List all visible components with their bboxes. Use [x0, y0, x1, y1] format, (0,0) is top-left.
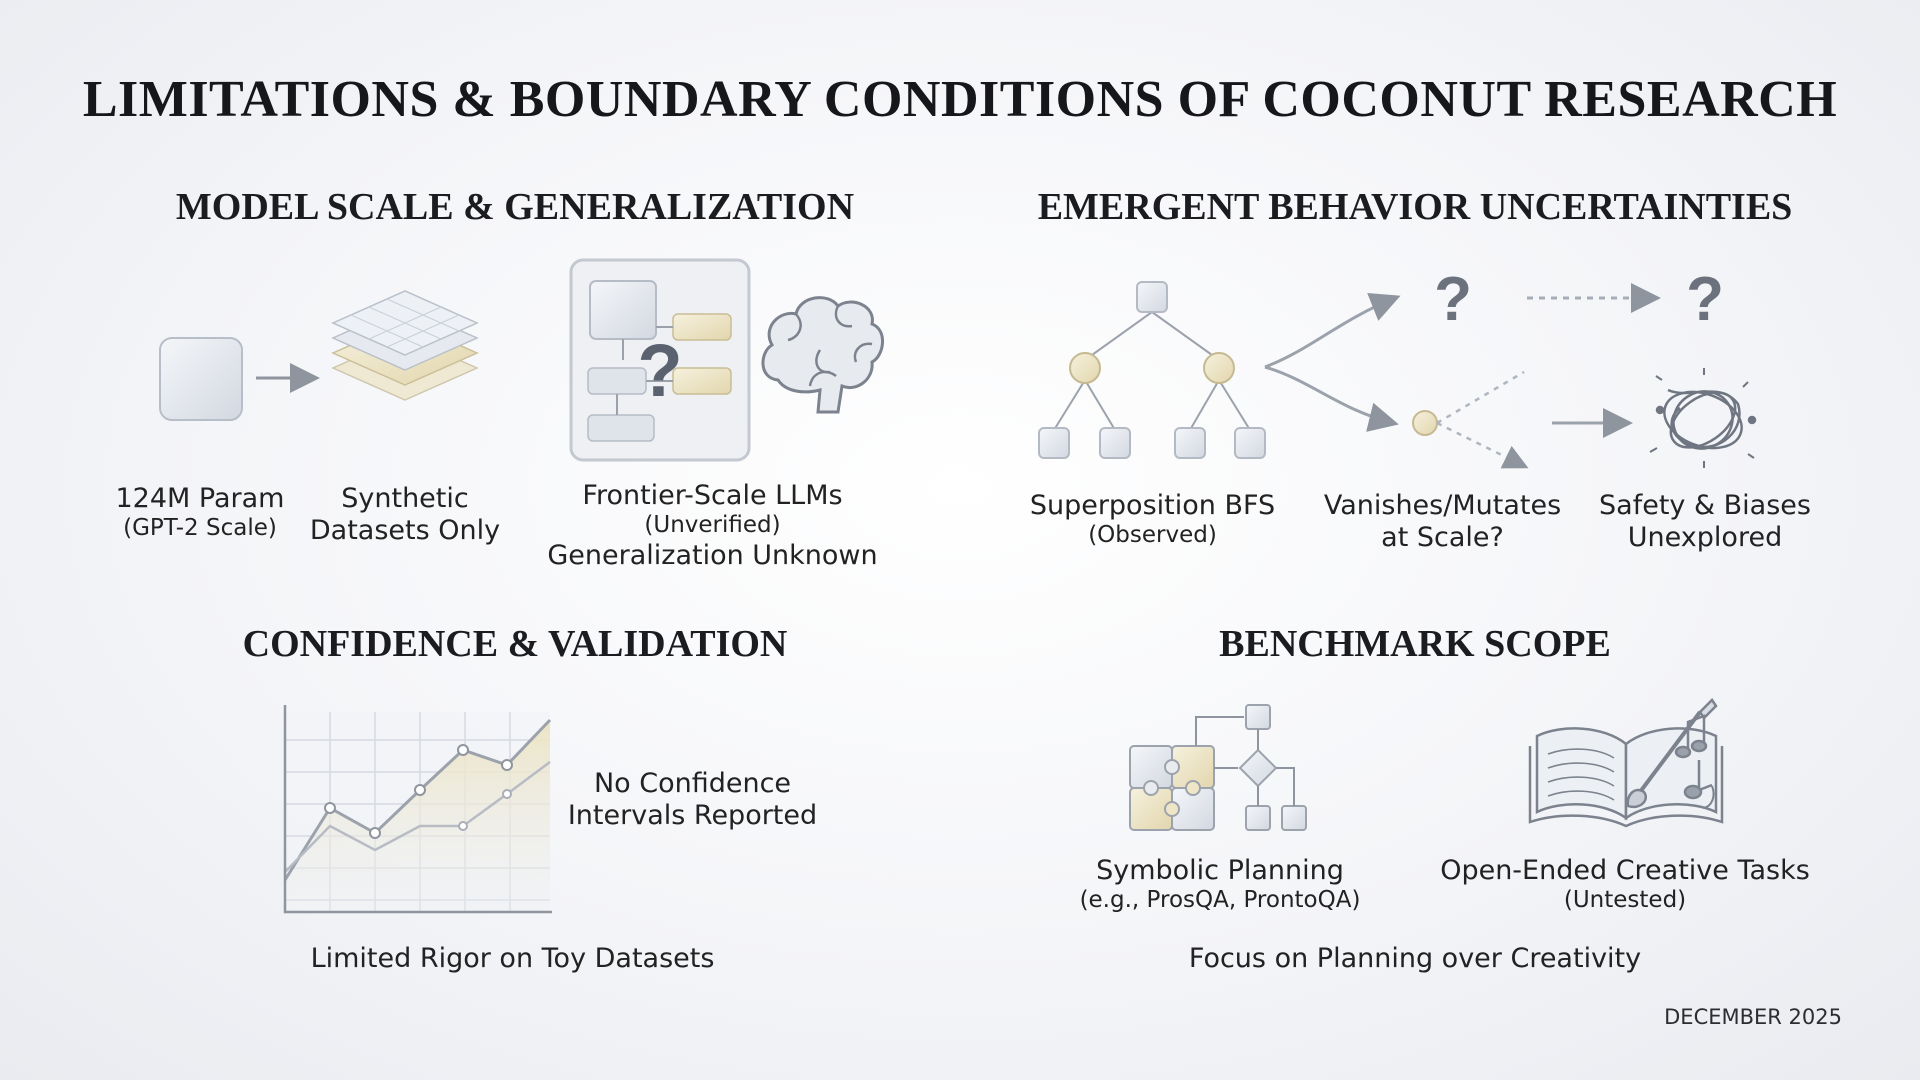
main-title: LIMITATIONS & BOUNDARY CONDITIONS OF COCONUT RESEARCH [82, 71, 1838, 128]
bfs-label-sub: (Observed) [1088, 522, 1217, 549]
line-chart-icon [285, 705, 552, 912]
symbolic-label-main: Symbolic Planning [1096, 855, 1344, 886]
frontier-label-main: Frontier-Scale LLMs [582, 480, 843, 511]
confidence-note-line1: No Confidence [593, 768, 792, 799]
confidence-caption [280, 943, 745, 975]
datasets-label [300, 483, 510, 548]
bfs-label-main: Superposition BFS [1029, 490, 1276, 521]
svg-text:?: ? [637, 329, 683, 412]
symbolic-label-sub: (e.g., ProsQA, ProntoQA) [1079, 887, 1361, 914]
section-title-benchmark: BENCHMARK SCOPE [1219, 623, 1611, 665]
section-title-emergent-behavior: EMERGENT BEHAVIOR UNCERTAINTIES [1037, 186, 1793, 228]
section-title-model-scale: MODEL SCALE & GENERALIZATION [175, 186, 855, 228]
datasets-label-line2: Datasets Only [309, 515, 501, 547]
creative-label-main: Open-Ended Creative Tasks [1440, 855, 1810, 886]
param-label-main: 124M Param [115, 483, 285, 514]
confidence-caption-text: Limited Rigor on Toy Datasets [310, 943, 715, 974]
vanishes-label-line2: at Scale? [1381, 522, 1504, 554]
footer-date: DECEMBER 2025 [1664, 1005, 1842, 1029]
section-title-confidence: CONFIDENCE & VALIDATION [242, 623, 788, 665]
brain-icon [763, 298, 883, 412]
frontier-label [540, 480, 885, 572]
symbolic-label [1060, 855, 1380, 915]
tree-graph-icon [1039, 282, 1265, 458]
creative-label-sub: (Untested) [1563, 887, 1687, 914]
datasets-label-line1: Synthetic [341, 483, 469, 514]
confidence-note-line2: Intervals Reported [567, 800, 818, 832]
benchmark-caption [1140, 943, 1690, 975]
square-block-icon [160, 338, 242, 420]
safety-label-line2: Unexplored [1627, 522, 1783, 554]
vanishes-label-line1: Vanishes/Mutates [1323, 490, 1562, 521]
tangled-knot-icon [1650, 368, 1755, 468]
stacked-layers-icon [333, 291, 477, 400]
param-label-sub: (GPT-2 Scale) [123, 515, 277, 542]
safety-label [1580, 490, 1830, 555]
frontier-label-generalization: Generalization Unknown [547, 539, 878, 571]
book-brush-music-icon [1530, 700, 1722, 826]
safety-label-line1: Safety & Biases [1599, 490, 1811, 521]
benchmark-caption-text: Focus on Planning over Creativity [1188, 943, 1642, 974]
frontier-label-sub: (Unverified) [644, 512, 781, 539]
bfs-label [1000, 490, 1305, 550]
question-mark-icon: ? [1434, 265, 1472, 334]
puzzle-flowchart-icon [1130, 705, 1306, 830]
confidence-note [560, 768, 825, 833]
question-mark-icon: ? [1686, 265, 1724, 334]
param-label [100, 483, 300, 543]
creative-label [1420, 855, 1830, 915]
flowchart-question-icon [571, 260, 749, 460]
vanishes-label [1300, 490, 1585, 555]
